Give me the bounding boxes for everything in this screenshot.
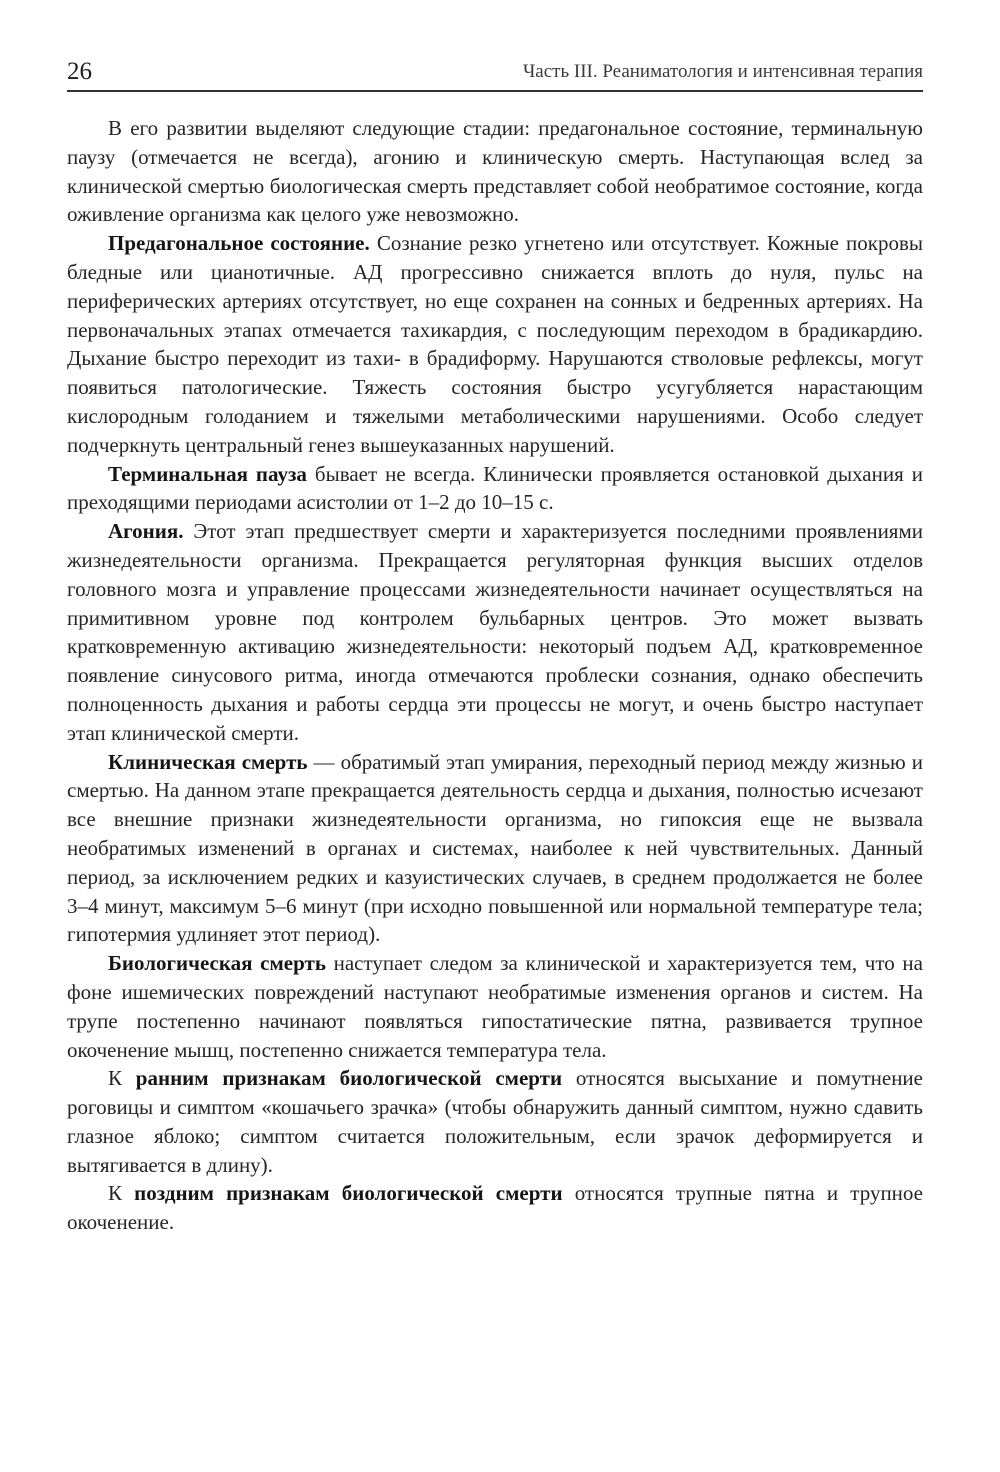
paragraph-text: В его развитии выделяют следующие стадии: предагональное состояние, терминальную паузу (отмечается не всегда), агонию и клиническую смерть. Наступающая вслед за клинической смертью биологическая смерть представляет собой необратимое состояние, когда оживление организма как целого уже невозможно. bbox=[67, 116, 923, 227]
paragraph-biological-death bbox=[67, 949, 923, 1064]
paragraph-early-signs bbox=[67, 1064, 923, 1179]
paragraph-preagonal-state bbox=[67, 229, 923, 459]
paragraph-stages-intro bbox=[67, 114, 923, 229]
term-late-signs: поздним признакам биологической смерти bbox=[134, 1181, 563, 1206]
term-preagonal-state: Предагональное состояние. bbox=[108, 231, 370, 256]
term-terminal-pause: Терминальная пауза bbox=[108, 461, 307, 486]
paragraph-text: — обратимый этап умирания, переходный период между жизнью и смертью. На данном этапе прекращается деятельность сердца и дыхания, полностью исчезают все внешние признаки жизнедеятельности организма, но гипоксия еще не вызвала необратимых изменений в органах и системах, наиболее к ней чувствительных. Данный период, за исключением редких и казуистических случаев, в среднем продолжается не более 3–4 минут, максимум 5–6 минут (при исходно повышенной или нормальной температуре тела; гипотермия удлиняет этот период). bbox=[67, 749, 923, 947]
running-header bbox=[67, 52, 923, 92]
paragraph-text: Этот этап предшествует смерти и характеризуется последними проявлениями жизнедеятельности организма. Прекращается регуляторная функция высших отделов головного мозга и управление процессами жизнедеятельности начинает осуществляться на примитивном уровне под контролем бульбарных центров. Это может вызвать кратковременную активацию жизнедеятельности: некоторый подъем АД, кратковременное появление синусового ритма, иногда отмечаются проблески сознания, однако обеспечить полноценность дыхания и работы сердца эти процессы не могут, и очень быстро наступает этап клинической смерти. bbox=[67, 519, 923, 745]
paragraph-clinical-death bbox=[67, 748, 923, 950]
paragraph-text: наступает следом за клинической и характеризуется тем, что на фоне ишемических повреждений наступают необратимые изменения органов и систем. На трупе постепенно начинают появляться гипостатические пятна, развивается трупное окоченение мышц, постепенно снижается температура тела. bbox=[67, 951, 923, 1062]
paragraph-text: относятся трупные пятна и трупное окоченение. bbox=[67, 1181, 923, 1235]
paragraph-text: Сознание резко угнетено или отсутствует. Кожные покровы бледные или цианотичные. АД прогрессивно снижается вплоть до нуля, пульс на периферических артериях отсутствует, но еще сохранен на сонных и бедренных артериях. На первоначальных этапах отмечается тахикардия, с последующим переходом в брадикардию. Дыхание быстро переходит из тахи- в брадиформу. Нарушаются стволовые рефлексы, могут появиться патологические. Тяжесть состояния быстро усугубляется нарастающим кислородным голоданием и тяжелыми метаболическими нарушениями. Особо следует подчеркнуть центральный генез вышеуказанных нарушений. bbox=[67, 231, 923, 457]
term-early-signs: ранним признакам биологической смерти bbox=[135, 1066, 563, 1091]
chapter-title: Часть III. Реаниматология и интенсивная терапия bbox=[522, 61, 923, 82]
term-agony: Агония. bbox=[108, 519, 184, 544]
paragraph-agony bbox=[67, 517, 923, 747]
body-text bbox=[67, 114, 923, 1237]
paragraph-prefix: К bbox=[108, 1066, 136, 1091]
page-number: 26 bbox=[67, 58, 92, 85]
paragraph-prefix: К bbox=[108, 1181, 135, 1206]
paragraph-late-signs bbox=[67, 1179, 923, 1237]
term-clinical-death: Клиническая смерть bbox=[108, 749, 308, 774]
paragraph-text: относятся высыхание и помутнение роговицы и симптом «кошачьего зрачка» (чтобы обнаружить данный симптом, нужно сдавить глазное яблоко; симптом считается положительным, если зрачок деформируется и вытягивается в длину). bbox=[67, 1066, 923, 1177]
paragraph-terminal-pause bbox=[67, 460, 923, 518]
paragraph-text: бывает не всегда. Клинически проявляется остановкой дыхания и преходящими периодами асистолии от 1–2 до 10–15 с. bbox=[67, 461, 923, 515]
term-biological-death: Биологическая смерть bbox=[108, 951, 326, 976]
